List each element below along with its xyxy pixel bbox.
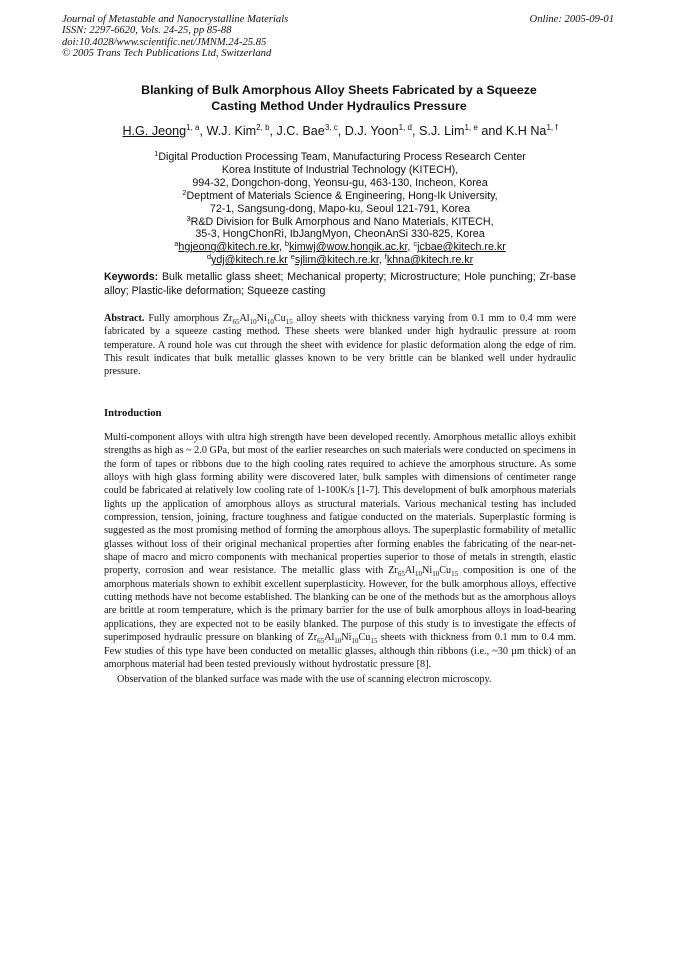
intro-text: Cu xyxy=(358,632,371,644)
abstract-label: Abstract. xyxy=(104,313,145,324)
keywords-label: Keywords: xyxy=(104,271,159,283)
affiliation-line: Korea Institute of Industrial Technology (KITECH), xyxy=(221,163,459,176)
intro-text: Multi-component alloys with ultra high strength have been developed recently. Amorphous metallic alloys exhibit strengths as high as ~ 2.0 GPa, but most of the earlier researches on such materials were conducted on specimens in the form of tapes or ribbons due to the high cooling rates required to achieve the amorphous structure. As some alloys with high glass forming ability were discovered later, bulk samples with dimensions of centimeter range could be fabricated at relatively low cooling rate of 1-100K/s [1-7]. This development of bulk amorphous materials lights up the application of amorphous alloys as structural materials. Various mechanical testing has included compression, tension, joining, fracture toughness and fatigue conducted on the materials. Superplastic forming is suggested as the most promising method of forming the amorphous alloys. The superplastic formability of metallic glasses without loss of their original mechanical properties after forming enables the fabricating of the near-net-shape of macro and micro components with mechanical properties superior to those of metals in strength, elastic property, corrosion and wear resistance. The metallic glass with Zr xyxy=(104,432,576,577)
subscript: 10 xyxy=(334,637,342,646)
issn-line: ISSN: 2297-6620, Vols. 24-25, pp 85-88 xyxy=(62,25,232,37)
email-sup: e xyxy=(290,252,295,262)
doi-line: doi:10.4028/www.scientific.net/JMNM.24-25.85 xyxy=(62,36,267,48)
title-line-1: Blanking of Bulk Amorphous Alloy Sheets Fabricated by a Squeeze xyxy=(141,83,537,97)
author-separator: , xyxy=(337,124,345,138)
email-sup: b xyxy=(284,239,290,249)
affiliation-line: Digital Production Processing Team, Manufacturing Process Research Center xyxy=(158,151,526,163)
subscript: 65 xyxy=(232,318,240,327)
affiliation-line: R&D Division for Bulk Amorphous and Nano Materials, KITECH, xyxy=(190,215,494,228)
author-sup: 1, e xyxy=(464,123,478,132)
subscript: 65 xyxy=(317,637,325,646)
email-link[interactable]: khna@kitech.re.kr xyxy=(386,254,474,267)
abstract-text: alloy sheets with thickness varying from 0.1 mm to 0.4 mm were fabricated by a squeeze casting method. These sheets were blanked under high hydraulic pressure at room temperature. A round hole was cut through the sheet with evidence for plastic deformation along the edge of rim. This result indicates that bulk metallic glasses known to be very brittle can be blanked well under hydraulic pressure. xyxy=(104,313,577,378)
subscript: 15 xyxy=(285,318,293,327)
affiliation-3 xyxy=(70,213,610,229)
affiliation-sup: 3 xyxy=(186,213,191,223)
author-name: S.J. Lim xyxy=(418,124,465,138)
affiliation-1 xyxy=(70,151,610,164)
email-sup: c xyxy=(413,239,418,249)
author-sup: 1, d xyxy=(398,123,412,132)
email-line-1: $^a$hgjeong@kitech.re.kr, $^b$kimwj@wow.hongik.ac.kr, $^c$jcbae@kitech.re.kr xyxy=(174,239,506,254)
author-separator: , xyxy=(199,124,207,138)
keywords-text: Bulk metallic glass sheet; Mechanical property; Microstructure; Hole punching; Zr-base alloy; Plastic-like deformation; Squeeze casting xyxy=(104,271,576,297)
copyright-line: © 2005 Trans Tech Publications Ltd, Switzerland xyxy=(62,48,272,60)
abstract-text: Al xyxy=(239,313,250,324)
author-separator: , xyxy=(269,124,277,138)
author-name: K.H Na xyxy=(505,124,547,138)
affiliation-line: 994-32, Dongchon-dong, Yeonsu-gu, 463-130, Incheon, Korea xyxy=(192,176,488,189)
abstract-text: Ni xyxy=(256,313,267,324)
email-link[interactable]: hgjeong@kitech.re.kr xyxy=(178,241,279,254)
author-sup: 1, f xyxy=(546,123,558,132)
intro-paragraph: Observation of the blanked surface was made with the use of scanning electron microscopy. xyxy=(117,674,492,686)
intro-paragraph xyxy=(104,431,576,671)
affiliation-line: 35-3, HongChonRi, IbJangMyon, CheonAnSi 330-825, Korea xyxy=(195,228,485,241)
journal-header xyxy=(62,14,288,60)
email-link[interactable]: jcbae@kitech.re.kr xyxy=(417,241,506,254)
email-sup: f xyxy=(384,252,387,262)
title-line-2: Casting Method Under Hydraulics Pressure xyxy=(211,98,467,113)
introduction-body xyxy=(104,431,576,687)
subscript: 15 xyxy=(451,570,459,579)
journal-name: Journal of Metastable and Nanocrystalline Materials xyxy=(62,14,289,25)
intro-text: Cu xyxy=(439,565,452,577)
subscript: 10 xyxy=(351,637,359,646)
intro-text: Al xyxy=(324,632,335,644)
affiliation-sup: 1 xyxy=(154,149,159,158)
intro-text: sheets with thickness from 0.1 mm to 0.4 mm. Few studies of this type have been conducted on metallic glasses, although thin ribbons (i.e., ~30 µm thick) of an amorphous material had been tested previously without hydrostatic pressure [8]. xyxy=(104,632,576,670)
author-name: J.C. Bae xyxy=(276,124,325,138)
author-list xyxy=(60,123,620,139)
email-link[interactable]: kimwj@wow.hongik.ac.kr xyxy=(289,241,408,254)
author-sup: 1, a xyxy=(186,123,200,132)
keywords xyxy=(104,270,576,298)
subscript: 10 xyxy=(249,318,257,327)
author-sup: 3, c xyxy=(324,123,338,132)
intro-text: Ni xyxy=(422,565,433,577)
abstract-text: Cu xyxy=(273,313,286,324)
email-line-2: $^d$ydj@kitech.re.kr $^e$sjlim@kitech.re.kr, $^f$khna@kitech.re.kr xyxy=(206,252,474,267)
affiliation-line: 72-1, Sangsung-dong, Mapo-ku, Seoul 121-791, Korea xyxy=(209,202,471,215)
subscript: 15 xyxy=(370,637,378,646)
affiliation-sup: 2 xyxy=(182,187,187,197)
author-name: D.J. Yoon xyxy=(344,124,399,138)
email-sup: a xyxy=(174,239,179,249)
email-link[interactable]: sjlim@kitech.re.kr xyxy=(294,254,379,267)
subscript: 65 xyxy=(397,570,405,579)
subscript: 10 xyxy=(266,318,274,327)
abstract-text: Fully amorphous Zr xyxy=(148,313,233,324)
intro-text: Ni xyxy=(341,632,352,644)
intro-text: composition is one of the amorphous materials shown to exhibit excellent superplasticity. However, for the bulk amorphous alloys, effective cutting methods have not become established. The blanking can be one of the methods but as the amorphous alloys are brittle at room temperature, which is the primary barrier for the use of bulk amorphous alloys in load-bearing applications, they are expected not to be easily blanked. The purpose of this study is to investigate the effects of superimposed hydraulic pressure on blanking of Zr xyxy=(104,565,576,644)
author-name: H.G. Jeong xyxy=(122,124,187,138)
intro-text: Al xyxy=(404,565,416,577)
affiliation-2 xyxy=(70,187,610,203)
section-heading-introduction: Introduction xyxy=(104,408,162,419)
online-date: Online: 2005-09-01 xyxy=(529,14,614,25)
author-sup: 2, b xyxy=(256,123,270,132)
author-name: W.J. Kim xyxy=(206,124,257,138)
author-separator: , xyxy=(411,124,419,138)
abstract xyxy=(104,312,576,378)
subscript: 10 xyxy=(415,570,423,579)
paper-title xyxy=(96,83,582,114)
author-and: and xyxy=(477,124,506,138)
affiliations xyxy=(70,151,610,267)
affiliation-line: Deptment of Materials Science & Engineering, Hong-Ik University, xyxy=(186,189,498,202)
email-link[interactable]: ydj@kitech.re.kr xyxy=(210,254,288,267)
subscript: 10 xyxy=(432,570,440,579)
email-sup: d xyxy=(206,252,211,262)
